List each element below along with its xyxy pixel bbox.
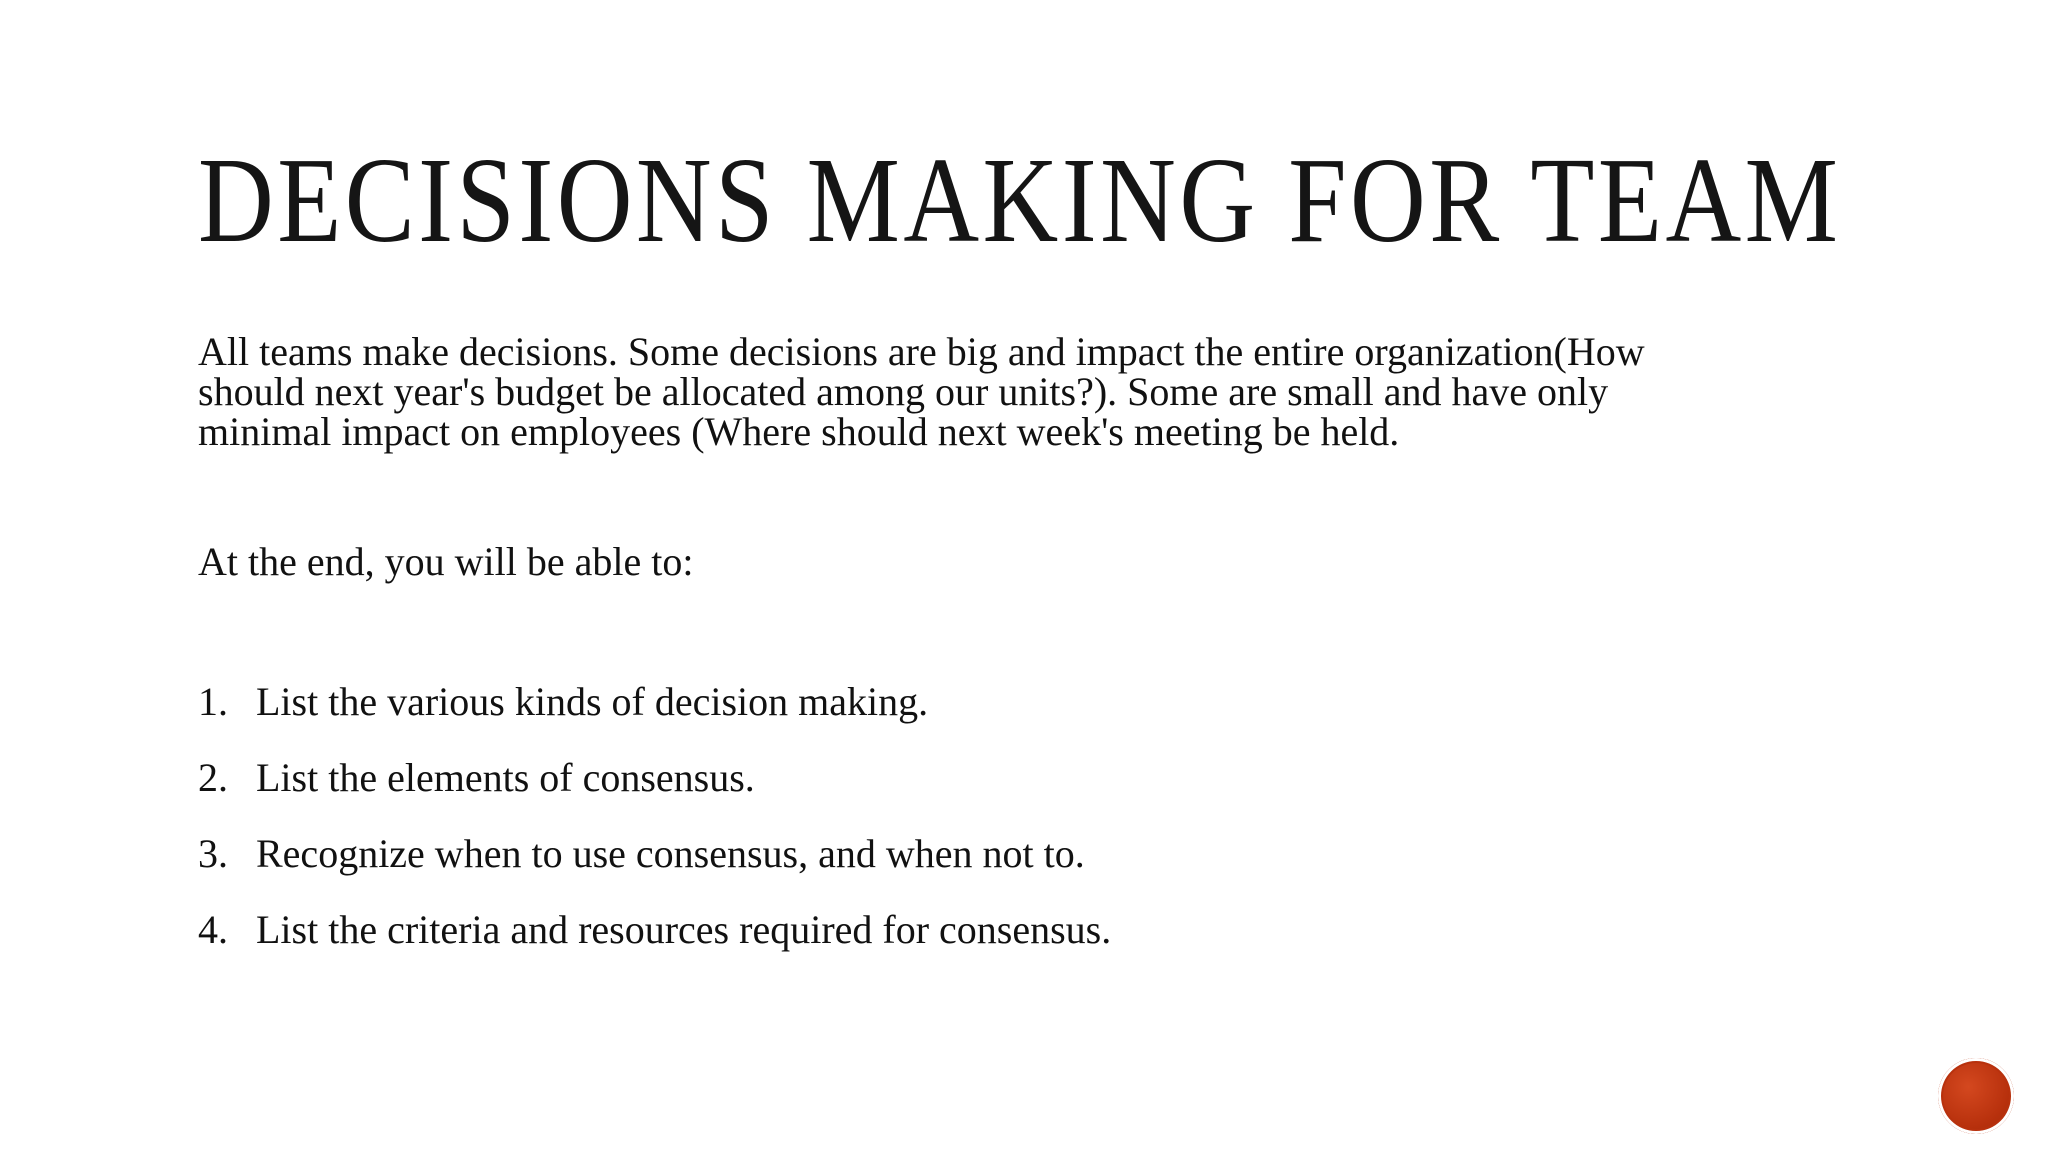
list-item-number: 1.: [198, 679, 228, 724]
list-item-number: 4.: [198, 907, 228, 952]
list-item: [198, 754, 1111, 830]
intro-paragraph: [198, 329, 1838, 454]
intro-line: All teams make decisions. Some decisions are big and impact the entire organization(How: [198, 329, 1645, 374]
intro-line: should next year's budget be allocated among our units?). Some are small and have only: [198, 369, 1609, 414]
list-item-text: List the elements of consensus.: [256, 755, 755, 800]
slide-title: DECISIONS MAKING FOR TEAM: [198, 133, 1842, 268]
intro-line: minimal impact on employees (Where should next week's meeting be held.: [198, 409, 1400, 454]
list-item: [198, 906, 1111, 982]
list-item-text: List the various kinds of decision making.: [256, 679, 929, 724]
list-item-text: List the criteria and resources required for consensus.: [256, 907, 1112, 952]
objectives-list: [198, 678, 1111, 982]
list-item-text: Recognize when to use consensus, and when not to.: [256, 831, 1085, 876]
list-item-number: 3.: [198, 831, 228, 876]
lead-text: At the end, you will be able to:: [198, 539, 694, 584]
list-item: [198, 830, 1111, 906]
list-item: [198, 678, 1111, 754]
red-circle-icon[interactable]: [1938, 1058, 2014, 1134]
list-item-number: 2.: [198, 755, 228, 800]
